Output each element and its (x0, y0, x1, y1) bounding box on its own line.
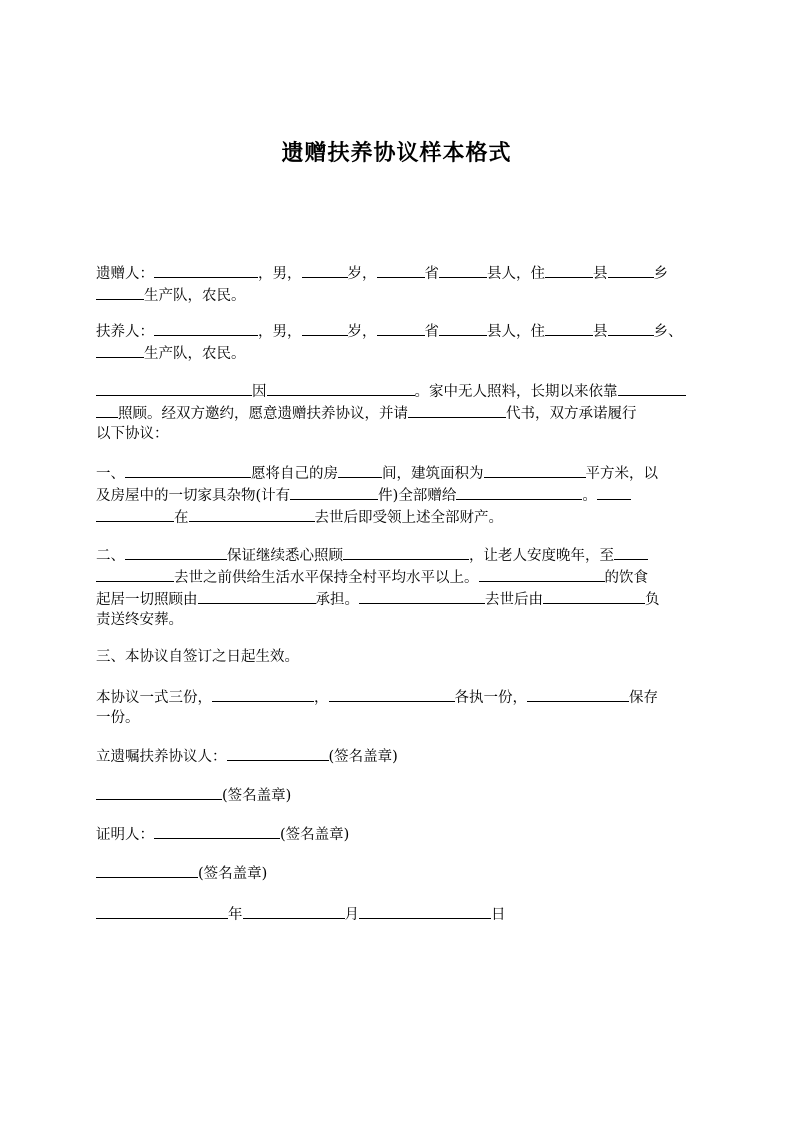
blank-field[interactable] (359, 588, 485, 604)
blank-field[interactable] (96, 284, 144, 300)
blank-field[interactable] (125, 544, 227, 560)
blank-field[interactable] (545, 320, 593, 336)
clause-2-line-2: 去世之前供给生活水平保持全村平均水平以上。 的饮食 (96, 566, 648, 588)
blank-field[interactable] (543, 588, 645, 604)
witness-line: 证明人： (签名盖章) (96, 823, 349, 845)
blank-field[interactable] (439, 262, 487, 278)
blank-field[interactable] (439, 320, 487, 336)
copies-line-1: 本协议一式三份， ， 各执一份， 保存 (96, 686, 658, 708)
reason-line-3: 以下协议： (96, 426, 169, 442)
blank-field[interactable] (125, 462, 251, 478)
blank-field[interactable] (608, 320, 654, 336)
blank-field[interactable] (608, 262, 654, 278)
clause-2-line-4: 责送终安葬。 (96, 612, 183, 628)
blank-field[interactable] (408, 402, 506, 418)
supporter-line-2: 生产队，农民。 (96, 342, 246, 364)
blank-field[interactable] (96, 402, 118, 418)
copies-line-2: 一份。 (96, 710, 140, 726)
blank-field[interactable] (377, 320, 425, 336)
blank-field[interactable] (154, 262, 258, 278)
clause-1-line-1: 一、 愿将自己的房 间，建筑面积为 平方米，以 (96, 462, 658, 484)
clause-1-line-2: 及房屋中的一切家具杂物(计有 件)全部赠给 。 (96, 484, 631, 506)
blank-field[interactable] (343, 544, 469, 560)
signatory-line: 立遗嘱扶养协议人： (签名盖章) (96, 745, 398, 767)
day-field[interactable] (359, 903, 491, 919)
year-field[interactable] (96, 903, 228, 919)
blank-field[interactable] (267, 380, 415, 396)
blank-field[interactable] (329, 686, 455, 702)
blank-field[interactable] (96, 380, 252, 396)
blank-field[interactable] (618, 380, 686, 396)
signature-field[interactable] (96, 784, 222, 800)
blank-field[interactable] (456, 484, 582, 500)
date-line: 年 月 日 (96, 903, 506, 925)
signature-field[interactable] (227, 745, 329, 761)
second-witness-signature-line: (签名盖章) (96, 862, 267, 884)
blank-field[interactable] (96, 342, 144, 358)
blank-field[interactable] (377, 262, 425, 278)
bequeather-line-2: 生产队，农民。 (96, 284, 246, 306)
blank-field[interactable] (189, 506, 315, 522)
clause-1-line-3: 在 去世后即受领上述全部财产。 (96, 506, 503, 528)
blank-field[interactable] (484, 462, 586, 478)
signature-field[interactable] (96, 862, 198, 878)
blank-field[interactable] (96, 506, 174, 522)
clause-2-line-3: 起居一切照顾由 承担。 去世后由 负 (96, 588, 660, 610)
reason-line-2: 照顾。经双方邀约，愿意遗赠扶养协议，并请 代书，双方承诺履行 (96, 402, 637, 424)
second-party-signature-line: (签名盖章) (96, 784, 291, 806)
month-field[interactable] (243, 903, 345, 919)
blank-field[interactable] (545, 262, 593, 278)
blank-field[interactable] (479, 566, 605, 582)
bequeather-line-1: 遗赠人： ，男， 岁， 省 县人，住 县 乡 (96, 262, 668, 284)
clause-2-line-1: 二、 保证继续悉心照顾 ，让老人安度晚年，至 (96, 544, 648, 566)
blank-field[interactable] (597, 484, 631, 500)
signature-field[interactable] (154, 823, 280, 839)
blank-field[interactable] (302, 320, 348, 336)
reason-line-1: 因 。家中无人照料，长期以来依靠 (96, 380, 686, 402)
blank-field[interactable] (96, 566, 174, 582)
blank-field[interactable] (302, 262, 348, 278)
document-title: 遗赠扶养协议样本格式 (281, 141, 512, 166)
blank-field[interactable] (338, 462, 382, 478)
clause-3-line: 三、本协议自签订之日起生效。 (96, 649, 299, 665)
blank-field[interactable] (290, 484, 378, 500)
blank-field[interactable] (212, 686, 314, 702)
blank-field[interactable] (527, 686, 629, 702)
supporter-line-1: 扶养人： ，男， 岁， 省 县人，住 县 乡、 (96, 320, 683, 342)
blank-field[interactable] (198, 588, 316, 604)
blank-field[interactable] (154, 320, 258, 336)
blank-field[interactable] (614, 544, 648, 560)
